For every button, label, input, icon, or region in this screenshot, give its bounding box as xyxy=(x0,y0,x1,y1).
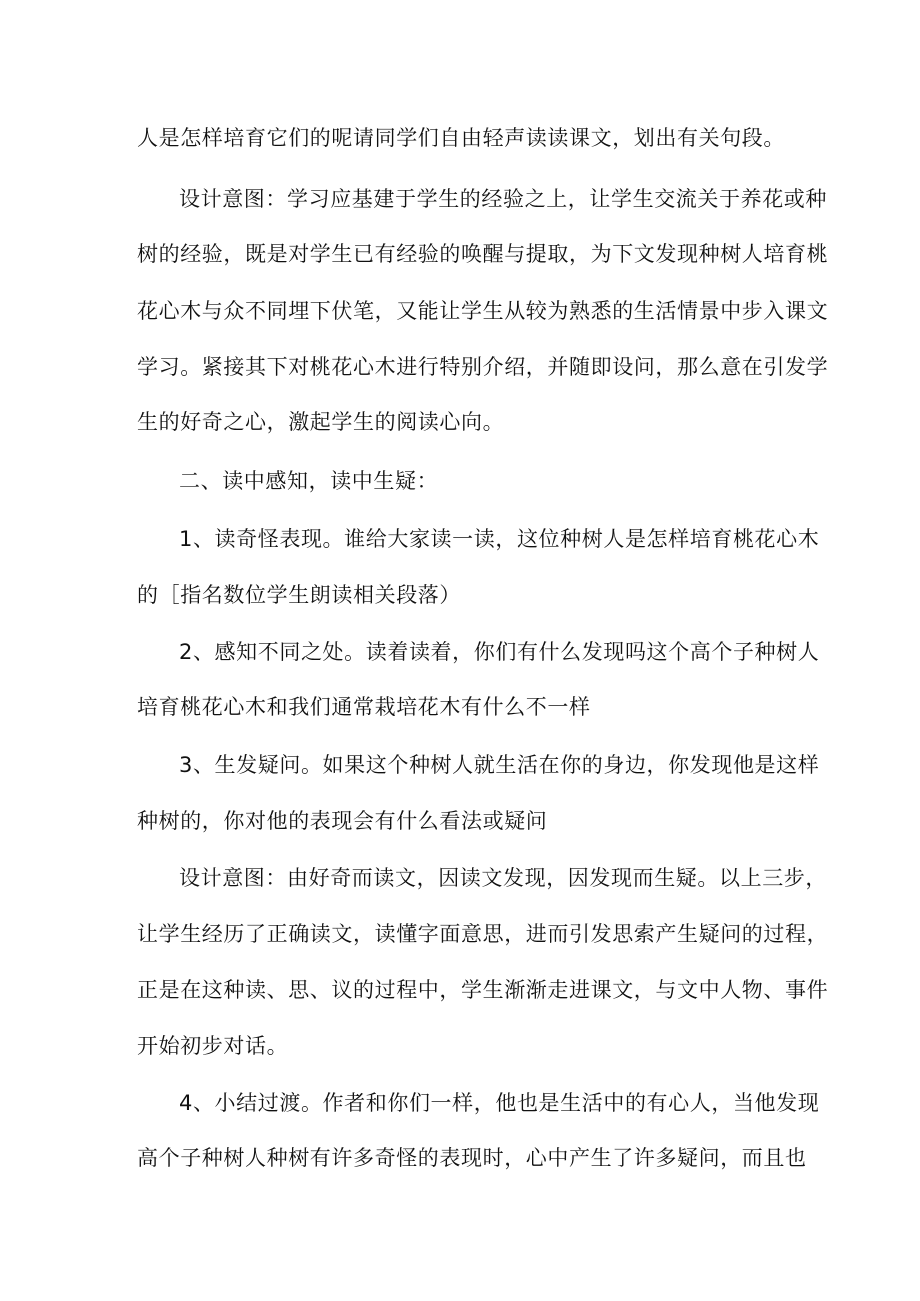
paragraph-2-line-1: 设计意图：学习应基建于学生的经验之上，让学生交流关于养花或种 xyxy=(179,187,827,211)
paragraph-6-line-1: 3、生发疑问。如果这个种树人就生活在你的身边，你发现他是这样 xyxy=(179,753,820,777)
paragraph-8-line-2: 高个子种树人种树有许多奇怪的表现时，心中产生了许多疑问，而且也 xyxy=(137,1146,807,1170)
paragraph-2-line-2: 树的经验，既是对学生已有经验的唤醒与提取，为下文发现种树人培育桃 xyxy=(137,242,829,266)
paragraph-2-line-5: 生的好奇之心，激起学生的阅读心向。 xyxy=(137,410,505,434)
paragraph-7-line-4: 开始初步对话。 xyxy=(137,1034,289,1058)
paragraph-4-line-2: 的［指名数位学生朗读相关段落） xyxy=(137,583,461,607)
paragraph-6-line-2: 种树的，你对他的表现会有什么看法或疑问 xyxy=(137,809,548,833)
section-heading: 二、读中感知，读中生疑： xyxy=(179,469,439,493)
paragraph-2-line-3: 花心木与众不同埋下伏笔，又能让学生从较为熟悉的生活情景中步入课文 xyxy=(137,299,829,323)
paragraph-7-line-1: 设计意图：由好奇而读文，因读文发现，因发现而生疑。以上三步， xyxy=(179,866,827,890)
paragraph-7-line-3: 正是在这种读、思、议的过程中，学生渐渐走进课文，与文中人物、事件 xyxy=(137,978,829,1002)
paragraph-5-line-1: 2、感知不同之处。读着读着，你们有什么发现吗这个高个子种树人 xyxy=(179,640,820,664)
paragraph-1-line-1: 人是怎样培育它们的呢请同学们自由轻声读读课文，划出有关句段。 xyxy=(137,126,785,150)
paragraph-4-line-1: 1、读奇怪表现。谁给大家读一读，这位种树人是怎样培育桃花心木 xyxy=(179,527,820,551)
paragraph-7-line-2: 让学生经历了正确读文，读懂字面意思，进而引发思索产生疑问的过程， xyxy=(137,922,829,946)
paragraph-5-line-2: 培育桃花心木和我们通常栽培花木有什么不一样 xyxy=(137,695,591,719)
paragraph-8-line-1: 4、小结过渡。作者和你们一样，他也是生活中的有心人，当他发现 xyxy=(179,1091,820,1115)
paragraph-2-line-4: 学习。紧接其下对桃花心木进行特别介绍，并随即设问，那么意在引发学 xyxy=(137,355,829,379)
